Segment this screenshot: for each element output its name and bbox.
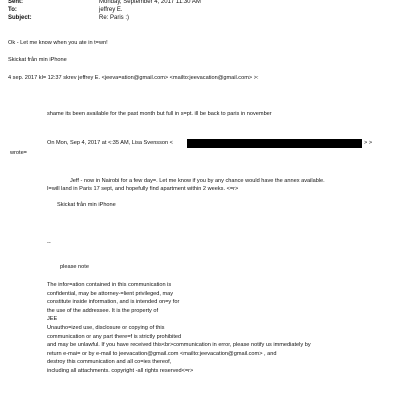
disclaimer-line: The infor=ation contained in this communication is: [47, 282, 172, 288]
lisa-message-line2: I=will land in Paris 17 sept, and hopefully find apartment within 2 weeks. <=r>: [47, 186, 239, 192]
lisa-signature: Skickat från min iPhone: [57, 202, 116, 208]
disclaimer-line: the use of the addressee. It is the property of: [47, 307, 159, 314]
disclaimer-line: confidential, may be attorney-=lient privileged, may: [47, 290, 174, 297]
disclaimer-line: constitute inside information, and is intended on=y for: [47, 299, 180, 306]
disclaimer-line: return e-mai= or by e-mail to jeevacation@gmail.com <mailto:jeevacation@gmail.com> , and: [47, 350, 277, 357]
lisa-wrote: wrote=: [10, 150, 27, 156]
disclaimer-line: and may be unlawful. If you have received this<br>communication in error, please notify us immediately by: [47, 342, 311, 349]
to-label: To:: [8, 7, 17, 13]
disclaimer-line: Unautho=ized use, disclosure or copying of this: [47, 324, 165, 331]
redaction-bar: [187, 139, 362, 148]
disclaimer-block: [47, 281, 311, 376]
lisa-message-line1: Jeff - now in Nairobi for a few day=. Let me know if you by any chance would have the annex available.: [70, 178, 325, 184]
reply-line: Ok - Let me know when you ate in t=wn!: [8, 40, 108, 46]
to-value: jeffrey E.: [99, 7, 123, 13]
quote-intro: 4 sep. 2017 kl= 12:37 skrev jeffrey E. <jeeva=ation@gmail.com> <mailto:jeevacation@gmail.com> >:: [8, 75, 259, 81]
sent-label: Sent:: [8, 0, 23, 5]
ellipsis: --: [47, 240, 51, 246]
disclaimer-line: including all attachments. copyright -all rights reserved<=r>: [47, 367, 194, 374]
jeff-reply: shame its been available for the past month but full in s=pt. ill be back to paris in november: [47, 111, 272, 117]
disclaimer-line: communication or any part there=f is strictly prohibited: [47, 333, 182, 340]
signature-iphone: Skickat från min iPhone: [8, 57, 67, 63]
lisa-intro-prefix: On Mon, Sep 4, 2017 at <:35 AM, Lisa Svensson <: [47, 140, 173, 146]
disclaimer-line: destroy this communication and all co=ies thereof,: [47, 359, 172, 366]
lisa-intro-suffix: > >: [364, 140, 373, 146]
subject-label: Subject:: [8, 15, 32, 21]
sent-value: Monday, September 4, 2017 11:30 AM: [99, 0, 201, 5]
please-note: please note: [60, 264, 89, 270]
subject-value: Re: Paris :): [99, 15, 130, 21]
disclaimer-line: JEE: [47, 316, 58, 323]
